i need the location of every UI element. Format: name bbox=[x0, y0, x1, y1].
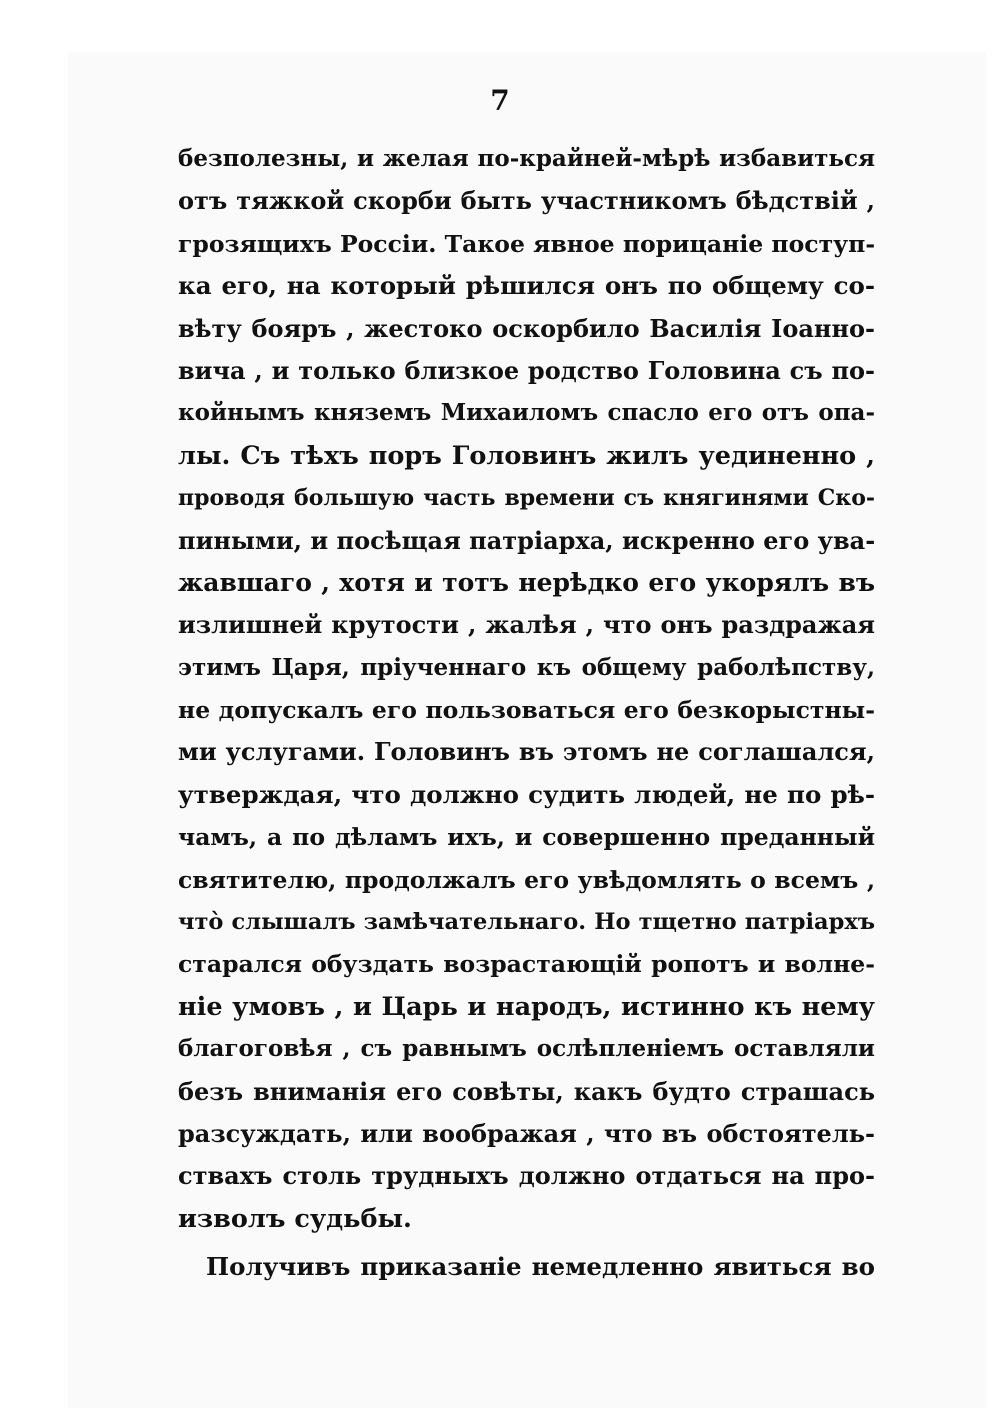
text-line: ка его, на который рѣшился онъ по общему со- bbox=[178, 271, 875, 301]
text-line: благоговѣя , съ равнымъ ослѣпленіемъ оставляли bbox=[178, 1035, 875, 1063]
text-line: излишней крутости , жалѣя , что онъ раздражая bbox=[178, 610, 875, 640]
text-line: старался обуздать возрастающій ропотъ и волне- bbox=[178, 950, 875, 979]
text-line: безполезны, и желая по-крайней-мѣрѣ избавиться bbox=[178, 145, 875, 172]
paragraph bbox=[178, 1246, 875, 1288]
text-line: койнымъ княземъ Михаиломъ спасло его отъ опа- bbox=[178, 399, 875, 427]
text-line: безъ вниманія его совѣты, какъ будто страшась bbox=[178, 1076, 875, 1106]
text-line: Получивъ приказаніе немедленно явиться во bbox=[206, 1252, 875, 1282]
text-line: проводя большую часть времени съ княгинями Ско- bbox=[178, 485, 875, 512]
text-line: отъ тяжкой скорби быть участникомъ бѣдствій , bbox=[178, 186, 875, 216]
text-line: грозящихъ Россіи. Такое явное порицаніе поступ- bbox=[178, 229, 875, 258]
text-line: ми услугами. Головинъ въ этомъ не соглашался, bbox=[178, 737, 875, 767]
text-line: жавшаго , хотя и тотъ нерѣдко его укорялъ въ bbox=[178, 567, 875, 597]
text-line: чамъ, а по дѣламъ ихъ, и совершенно преданный bbox=[178, 823, 875, 852]
text-line: этимъ Царя, пріученнаго къ общему раболѣпству, bbox=[178, 653, 875, 681]
page-number: 7 bbox=[490, 84, 510, 117]
text-line: не допускалъ его пользоваться его безкорыстны- bbox=[178, 696, 875, 725]
text-line: лы. Съ тѣхъ поръ Головинъ жилъ уединенно , bbox=[178, 440, 875, 471]
text-line: вѣту бояръ , жестоко оскорбило Василія Іоанно- bbox=[178, 313, 875, 343]
text-line: ствахъ столь трудныхъ должно отдаться на про- bbox=[178, 1161, 875, 1191]
text-line: разсуждать, или воображая , что въ обстоятель- bbox=[178, 1118, 875, 1148]
paragraph bbox=[178, 138, 875, 1240]
text-line: изволъ судьбы. bbox=[178, 1203, 412, 1234]
text-line: что̀ слышалъ замѣчательнаго. Но тщетно патріархъ bbox=[178, 909, 875, 936]
body-text bbox=[178, 138, 875, 1289]
text-line: святителю, продолжалъ его увѣдомлять о всемъ , bbox=[178, 865, 875, 894]
text-line: утверждая, что должно судить людей, не по рѣ- bbox=[178, 779, 875, 809]
text-line: пиными, и посѣщая патріарха, искренно его ува- bbox=[178, 525, 875, 555]
text-line: ніе умовъ , и Царь и народъ, истинно къ нему bbox=[178, 991, 875, 1022]
text-line: вича , и только близкое родство Головина съ по- bbox=[178, 355, 875, 385]
